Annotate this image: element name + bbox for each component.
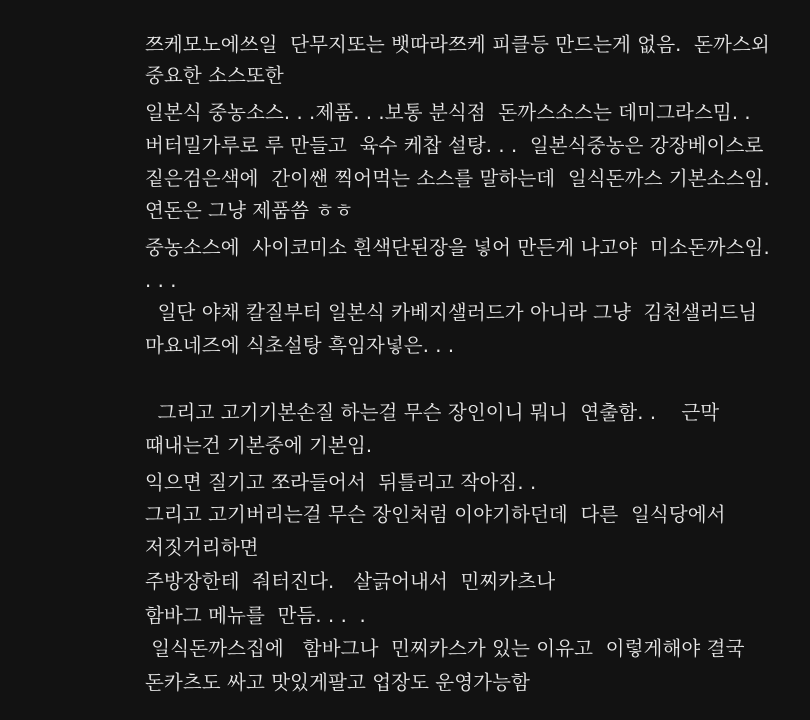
- post-text-line: 주방장한테 줘터진다. 살긁어내서 민찌카츠나: [145, 570, 556, 593]
- post-text-line: 중농소스에 사이코미소 흰색단된장을 넣어 만든게 나고야 미소돈까스임.: [145, 236, 770, 259]
- post-text-line: 익으면 질기고 쪼라들어서 뒤틀리고 작아짐. .: [145, 471, 537, 494]
- post-text-line: 짙은검은색에 간이쌘 찍어먹는 소스를 말하는데 일식돈까스 기본소스임.: [145, 167, 770, 190]
- post-text-line: 때내는건 기본중에 기본임.: [145, 434, 373, 457]
- post-text-line: 일식돈까스집에 함바그나 민찌카스가 있는 이유고 이렇게해야 결국: [145, 637, 745, 660]
- post-text-line: 일단 야채 칼질부터 일본식 카베지샐러드가 아니라 그냥 김천샐러드님: [145, 301, 758, 324]
- post-text-line: 돈카츠도 싸고 맛있게팔고 업장도 운영가능함: [145, 671, 530, 694]
- post-text-line: 일본식 중농소스. . .제품. . .보통 분식점 돈까스소스는 데미그라스밈. .: [145, 101, 751, 124]
- post-text-line: 그리고 고기버리는걸 무슨 장인처럼 이야기하던데 다른 일식당에서: [145, 503, 726, 526]
- post-text-line: 그리고 고기기본손질 하는걸 무슨 장인이니 뭐니 연출함. . 근막: [145, 401, 720, 424]
- post-text-line: 연돈은 그냥 제품씀 ㅎㅎ: [145, 199, 354, 222]
- post-text-line: 쯔케모노에쓰일 단무지또는 뱃따라쯔케 피클등 만드는게 없음. 돈까스외: [145, 33, 770, 56]
- post-text-line: 함바그 메뉴를 만듬. . . .: [145, 604, 366, 627]
- post-text-line: 중요한 소스또한: [145, 64, 284, 87]
- post-text-line: 마요네즈에 식초설탕 흑임자넣은. . .: [145, 334, 455, 357]
- post-text-line: . . .: [145, 269, 177, 292]
- post-text-line: 저짓거리하면: [145, 536, 259, 559]
- post-text-line: 버터밀가루로 루 만들고 육수 케찹 설탕. . . 일본식중농은 강장베이스로: [145, 134, 764, 157]
